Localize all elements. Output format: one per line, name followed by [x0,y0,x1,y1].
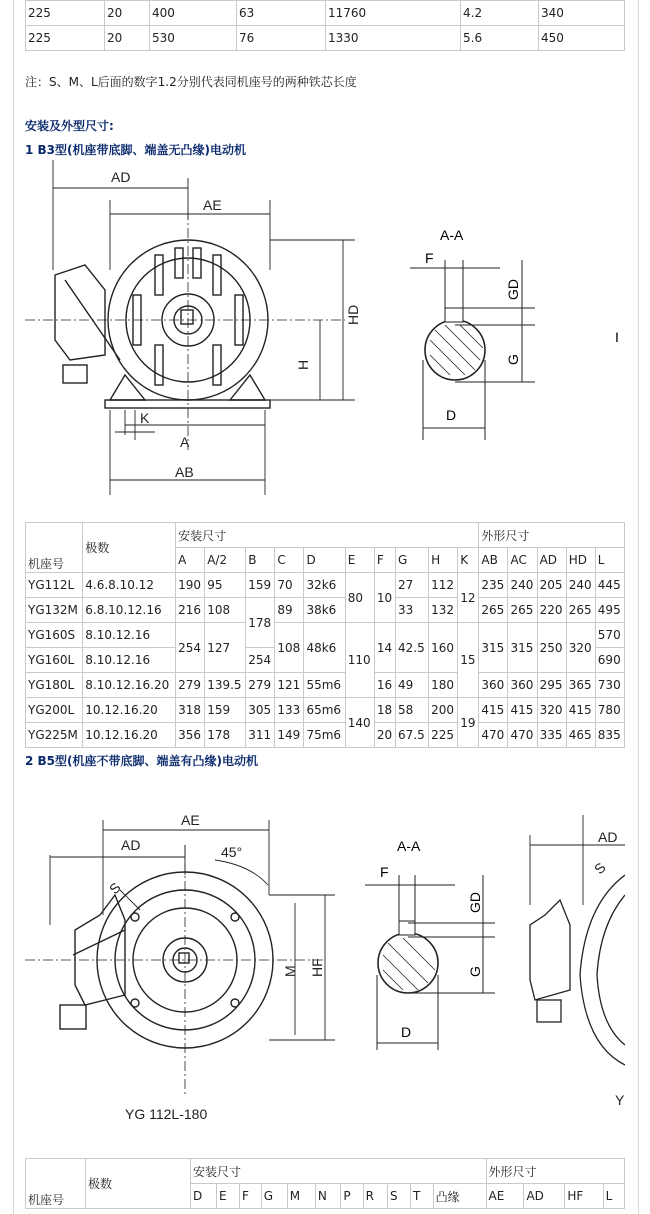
cell: 265 [479,598,508,623]
cell: 12 [458,573,479,623]
label-HD: HD [345,304,361,325]
right-caption: Y [615,1092,625,1108]
svg-text:G: G [467,966,483,977]
cell: 311 [246,723,275,748]
section-title: 安装及外型尺寸: [25,119,114,133]
table-row [26,1,625,26]
cell: 254 [176,623,205,673]
cell: 360 [508,673,537,698]
cell: 121 [275,673,304,698]
cell: 340 [539,1,625,26]
cell: 315 [479,623,508,673]
cell: 63 [237,1,326,26]
cell: 360 [479,673,508,698]
footnote: 注：S、M、L后面的数字1.2分别代表同机座号的两种铁芯长度 [25,75,357,89]
subheader-12: AD [537,548,566,573]
subheader-13: HF [565,1184,603,1209]
cell: 4.6.8.10.12 [83,573,176,598]
cell: 27 [396,573,429,598]
label-HF: HF [309,958,325,977]
cell: 108 [205,598,246,623]
cell: 240 [566,573,595,598]
subheader-2: F [239,1184,261,1209]
cell: 4.2 [461,1,539,26]
subheader-1: E [217,1184,240,1209]
cell: 250 [537,623,566,673]
cell: 415 [566,698,595,723]
svg-text:F: F [380,864,389,880]
table-row [26,573,625,598]
b5-section-a-a [365,838,495,1050]
subheader-14: L [595,548,624,573]
top-table [25,0,625,51]
cell: 225 [429,723,458,748]
subheader-8: S [388,1184,411,1209]
subheader-6: P [341,1184,363,1209]
cell: 205 [537,573,566,598]
cell: 132 [429,598,458,623]
svg-text:GD: GD [505,279,521,300]
table-row [26,723,625,748]
cell: 335 [537,723,566,748]
cell: 295 [537,673,566,698]
table-row [26,623,625,648]
svg-text:F: F [425,250,434,266]
cell: YG112L [26,573,83,598]
table-header-row [26,523,625,548]
cell: 495 [595,598,624,623]
cell: YG200L [26,698,83,723]
b3-title: 1 B3型(机座带底脚、端盖无凸缘)电动机 [25,143,246,157]
cell: 570 [595,623,624,648]
cell: 279 [176,673,205,698]
table-row [26,698,625,723]
subheader-7: G [396,548,429,573]
label-M: M [282,965,298,977]
subheader-12: AD [524,1184,565,1209]
subheader-11: AE [486,1184,524,1209]
cell: 80 [345,573,374,623]
cell: 225 [26,26,105,51]
cell: 8.10.12.16.20 [83,673,176,698]
label-S: S [105,879,124,898]
cell: 5.6 [461,26,539,51]
cell: 305 [246,698,275,723]
subheader-8: H [429,548,458,573]
cell: 55m6 [304,673,345,698]
cell: 16 [374,673,395,698]
cell: 178 [205,723,246,748]
header-install: 安装尺寸 [191,1159,487,1184]
cell: 835 [595,723,624,748]
subheader-9: T [411,1184,434,1209]
subheader-1: A/2 [205,548,246,573]
cell: 180 [429,673,458,698]
table-row [26,673,625,698]
cell: YG160L [26,648,83,673]
cell: 42.5 [396,623,429,673]
cell: 415 [479,698,508,723]
subheader-4: D [304,548,345,573]
b5-dimension-table [25,1158,625,1209]
subheader-4: M [287,1184,315,1209]
cell: 690 [595,648,624,673]
header-poles: 极数 [86,1159,191,1209]
cell: 470 [479,723,508,748]
label-AE: AE [181,812,200,828]
label-K: K [140,410,150,426]
cell: 18 [374,698,395,723]
cell: 160 [429,623,458,673]
cell: 10.12.16.20 [83,698,176,723]
subheader-10: 凸缘 [433,1184,486,1209]
cell: 730 [595,673,624,698]
subheader-6: F [374,548,395,573]
label-AB: AB [175,464,194,480]
cell: 200 [429,698,458,723]
cell: 356 [176,723,205,748]
cell: 320 [566,623,595,673]
svg-text:A-A: A-A [397,838,421,854]
table-row [26,26,625,51]
cell: 32k6 [304,573,345,598]
b5-title: 2 B5型(机座不带底脚、端盖有凸缘)电动机 [25,754,258,768]
b3-motor-drawing [25,160,625,500]
cell: 8.10.12.16 [83,623,176,648]
cell: YG160S [26,623,83,648]
cell: 10 [374,573,395,623]
label-A: A [180,434,190,450]
label-AD: AD [121,837,141,853]
cell: 400 [150,1,237,26]
cell: 780 [595,698,624,723]
table-header-row [26,1159,625,1184]
cell: 58 [396,698,429,723]
cell: YG132M [26,598,83,623]
cell: 178 [246,598,275,648]
cell: 133 [275,698,304,723]
cell: 159 [205,698,246,723]
label-AD: AD [111,169,131,185]
cell: 415 [508,698,537,723]
cell: 190 [176,573,205,598]
subheader-10: AB [479,548,508,573]
cell: 265 [508,598,537,623]
cell: 315 [508,623,537,673]
subheader-0: A [176,548,205,573]
subheader-11: AC [508,548,537,573]
cell: 15 [458,623,479,698]
cell: 75m6 [304,723,345,748]
header-frame: 机座号 [26,1159,86,1209]
cell: 159 [246,573,275,598]
cell: YG225M [26,723,83,748]
cell: 216 [176,598,205,623]
cell: 149 [275,723,304,748]
label-AE: AE [203,197,222,213]
svg-text:GD: GD [467,892,483,913]
cell: 108 [275,623,304,673]
cell: 240 [508,573,537,598]
cell: 6.8.10.12.16 [83,598,176,623]
subheader-13: HD [566,548,595,573]
svg-text:D: D [401,1024,412,1040]
cell: 20 [105,26,150,51]
svg-text:D: D [446,407,457,423]
b5-motor-drawing [25,805,625,1125]
cell: 65m6 [304,698,345,723]
header-poles: 极数 [83,523,176,573]
section-a-a [410,227,619,440]
cell: 470 [508,723,537,748]
cell: 19 [458,698,479,748]
svg-text:G: G [505,354,521,365]
cell: 14 [374,623,395,673]
cell: 465 [566,723,595,748]
cell: 76 [237,26,326,51]
svg-text:A-A: A-A [440,227,464,243]
header-outline: 外形尺寸 [479,523,625,548]
subheader-0: D [191,1184,217,1209]
cell: 445 [595,573,624,598]
cell: 1330 [326,26,461,51]
cell: 110 [345,623,374,698]
cell: 265 [566,598,595,623]
cell: 48k6 [304,623,345,673]
b3-dimension-table [25,522,625,748]
cell: 112 [429,573,458,598]
cell: 95 [205,573,246,598]
cell: 279 [246,673,275,698]
svg-text:S: S [590,859,609,878]
subheader-7: R [363,1184,387,1209]
cell: 220 [537,598,566,623]
cell: 20 [105,1,150,26]
subheader-3: G [261,1184,287,1209]
label-45deg: 45° [221,844,243,860]
b5-right-partial [530,815,625,1065]
subheader-5: E [345,548,374,573]
subheader-3: C [275,548,304,573]
cell: 89 [275,598,304,623]
cell: 8.10.12.16 [83,648,176,673]
cell: 365 [566,673,595,698]
cell: 38k6 [304,598,345,623]
cell: 318 [176,698,205,723]
cell: 530 [150,26,237,51]
svg-text:I: I [615,329,619,345]
cell: YG180L [26,673,83,698]
label-H: H [295,359,311,370]
cell: 67.5 [396,723,429,748]
header-install: 安装尺寸 [176,523,479,548]
cell: 450 [539,26,625,51]
cell: 20 [374,723,395,748]
header-outline: 外形尺寸 [486,1159,625,1184]
subheader-5: N [315,1184,341,1209]
cell: 139.5 [205,673,246,698]
cell: 235 [479,573,508,598]
b5-caption: YG 112L-180 [125,1106,208,1122]
cell: 10.12.16.20 [83,723,176,748]
cell: 140 [345,698,374,748]
table-row [26,598,625,623]
subheader-9: K [458,548,479,573]
cell: 225 [26,1,105,26]
subheader-2: B [246,548,275,573]
cell: 127 [205,623,246,673]
terminal-box [55,265,105,360]
cell: 49 [396,673,429,698]
header-frame: 机座号 [26,523,83,573]
cell: 320 [537,698,566,723]
cell: 70 [275,573,304,598]
subheader-14: L [603,1184,624,1209]
cell: 254 [246,648,275,673]
cell: 11760 [326,1,461,26]
svg-text:AD: AD [598,829,618,845]
cell: 33 [396,598,429,623]
